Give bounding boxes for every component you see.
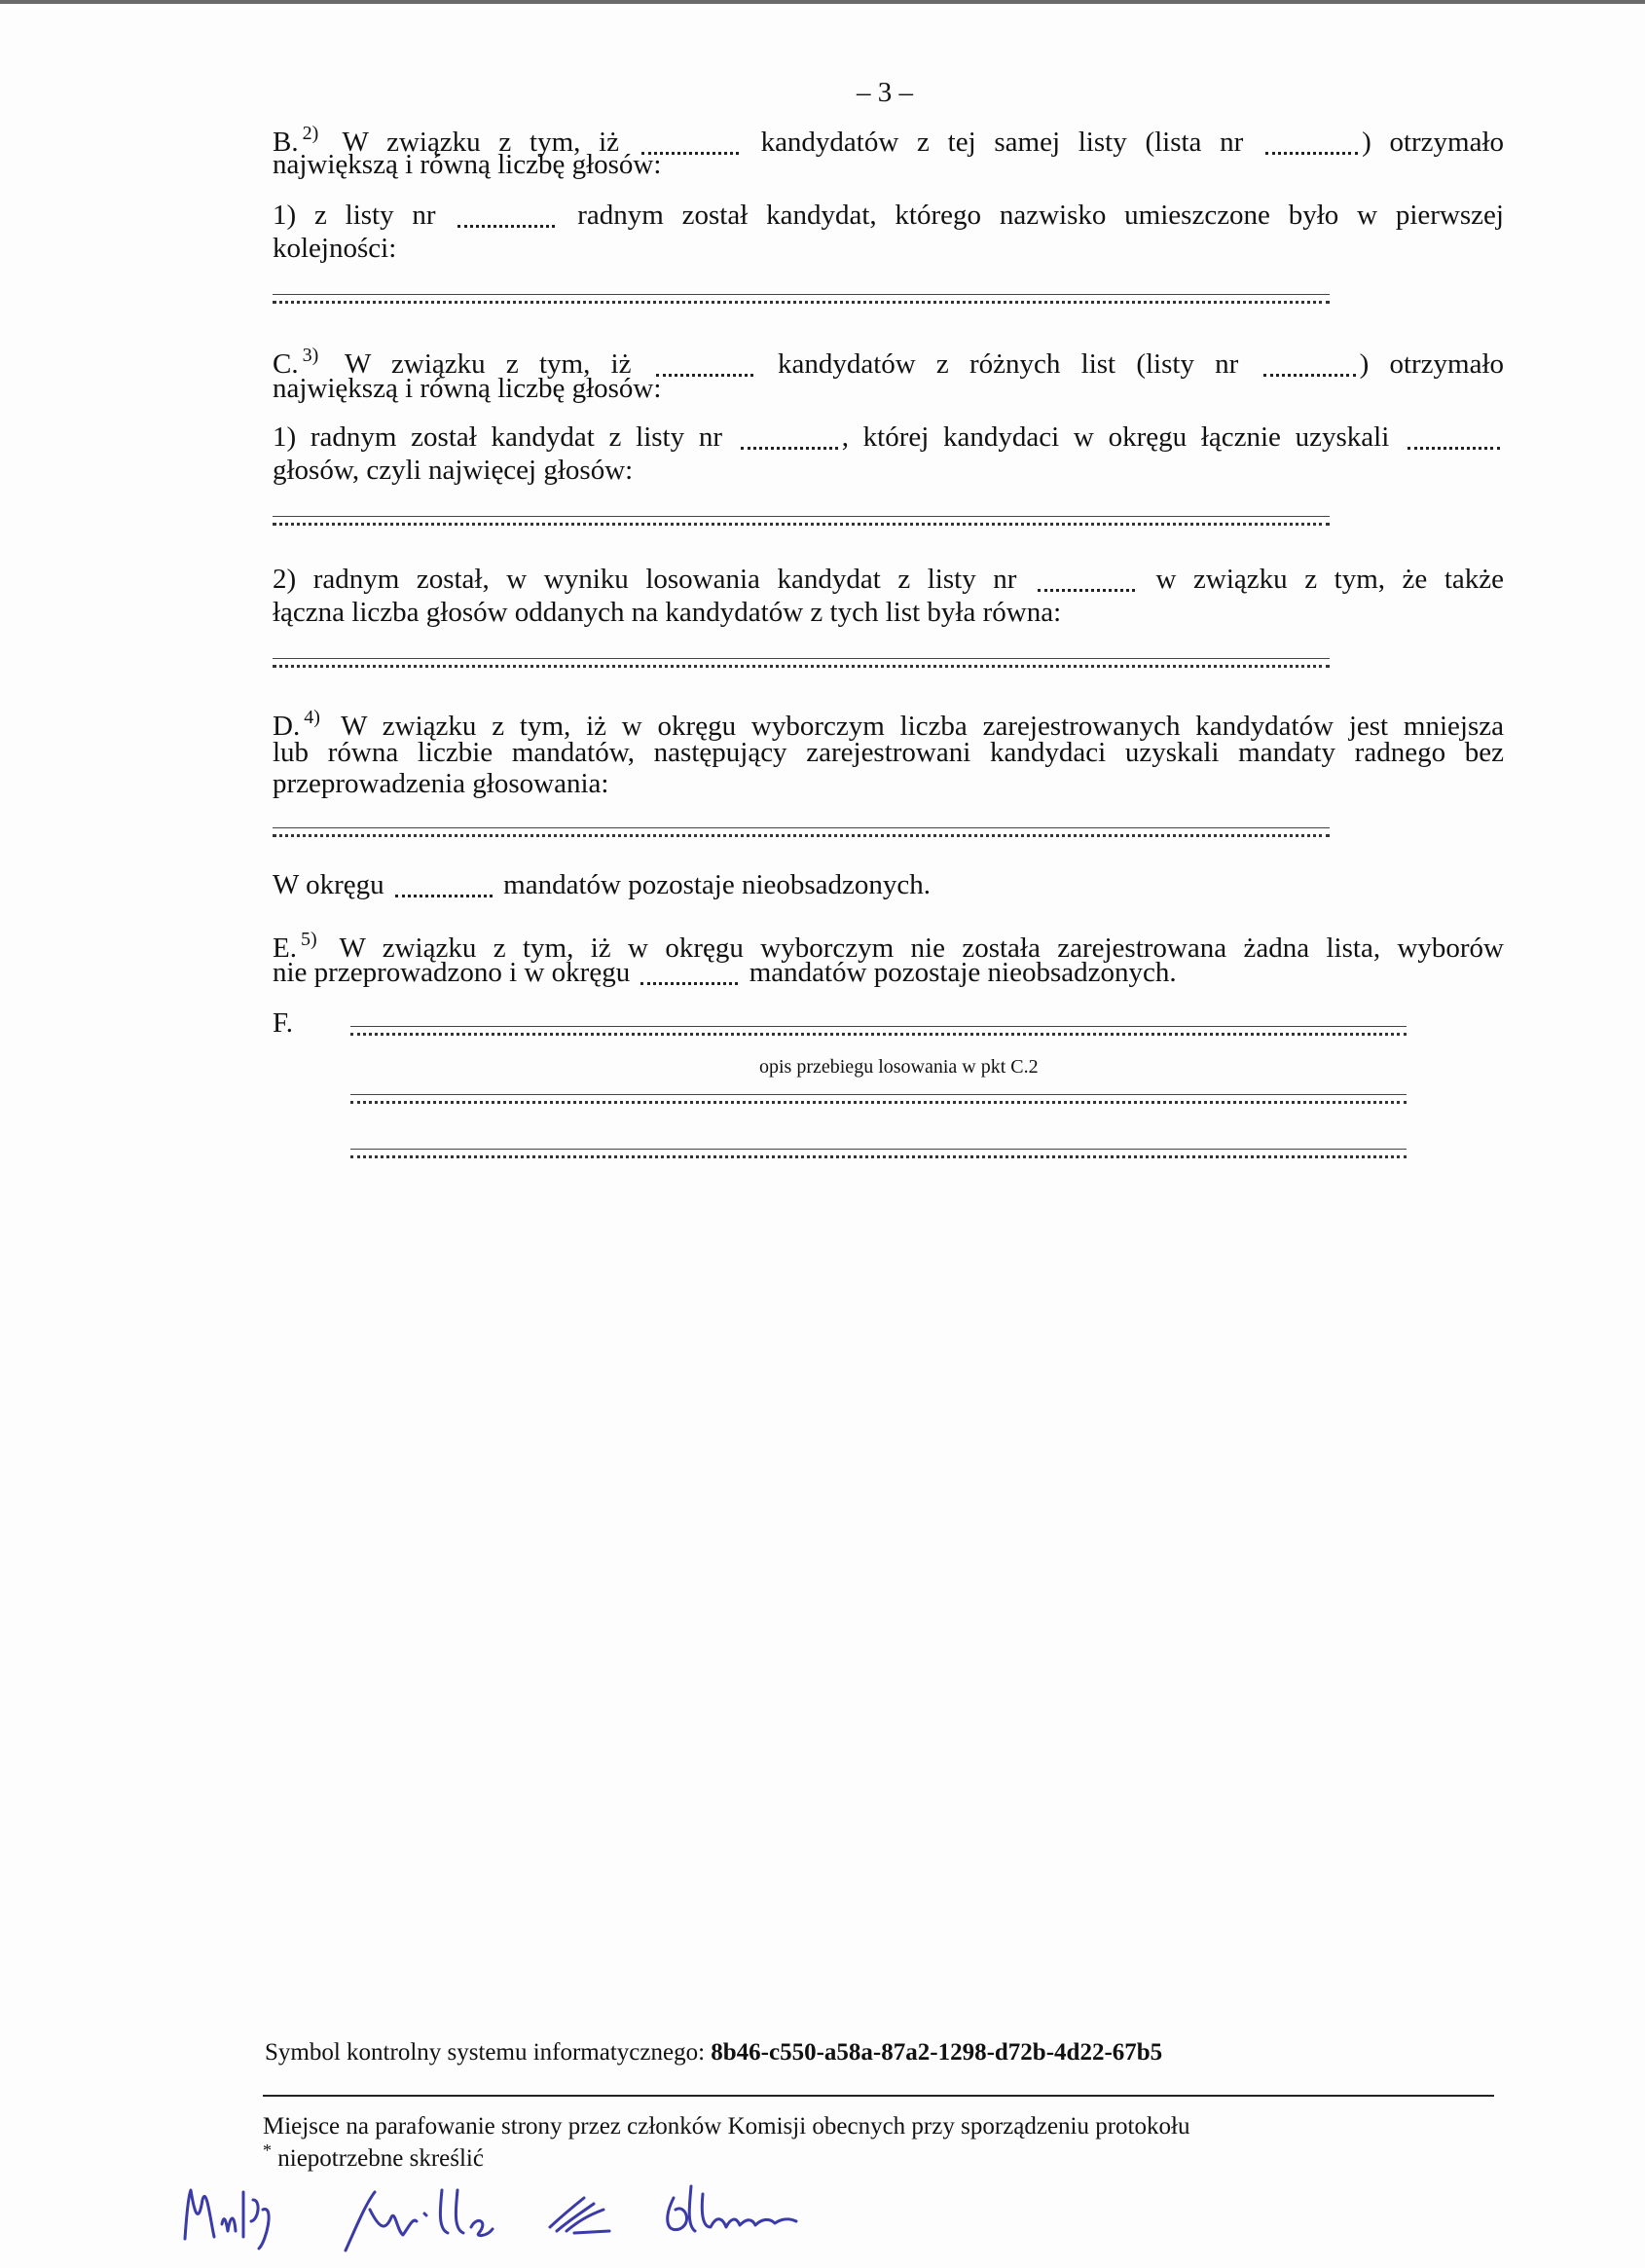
fill-line[interactable]: [350, 1094, 1407, 1104]
footnote-ref: 5): [300, 929, 317, 950]
section-f-caption: opis przebiegu losowania w pkt C.2: [759, 1056, 1039, 1078]
section-b-item-1-cont: kolejności:: [273, 233, 397, 264]
signature-initials: [165, 2171, 847, 2258]
text: ) otrzymało: [1362, 127, 1505, 158]
section-b-letter: B.: [273, 127, 299, 158]
text: nie przeprowadzono i w okręgu: [273, 957, 631, 988]
section-c-line-2: największą i równą liczbę głosów:: [273, 373, 662, 404]
fill-line[interactable]: [273, 827, 1330, 837]
blank-field[interactable]: [395, 892, 493, 897]
footnote-ref: 4): [304, 707, 320, 728]
text: W okręgu: [273, 869, 384, 900]
text: kandydatów z tej samej listy (lista nr: [760, 127, 1244, 158]
scan-top-edge: [0, 0, 1645, 4]
footer-rule: [263, 2095, 1494, 2097]
blank-field[interactable]: [656, 371, 753, 377]
section-c-item-1: [273, 421, 1504, 454]
footer-initials-note: Miejsce na parafowanie strony przez członków Komisji obecnych przy sporządzeniu protokołu: [263, 2113, 1190, 2140]
section-c-item-2-cont: łączna liczba głosów oddanych na kandydatów z tych list była równa:: [273, 597, 1062, 628]
blank-field[interactable]: [1038, 586, 1135, 592]
text: niepotrzebne skreślić: [277, 2145, 484, 2172]
fill-line[interactable]: [273, 516, 1330, 526]
blank-field[interactable]: [457, 222, 555, 228]
fill-line[interactable]: [350, 1149, 1407, 1158]
text: lub równa liczbie mandatów, następujący zarejestrowani kandydaci uzyskali mandaty radnego bez: [273, 737, 1504, 768]
section-d-remaining: [273, 868, 931, 901]
blank-field[interactable]: [1407, 444, 1500, 450]
text: W związku z tym, iż w okręgu wyborczym liczba zarejestrowanych kandydatów jest mniejsza: [341, 711, 1504, 742]
text: w związku z tym, że także: [1155, 564, 1505, 595]
section-d-letter: D.: [273, 711, 301, 742]
blank-field[interactable]: [1265, 149, 1358, 155]
text: radnym został kandydat, którego nazwisko umieszczone było w pierwszej: [577, 200, 1504, 231]
footnote-ref: 3): [302, 345, 319, 366]
text: 2) radnym został, w wyniku losowania kandydat z listy nr: [273, 564, 1017, 595]
section-e-letter: E.: [273, 933, 297, 964]
text: W związku z tym, iż: [342, 127, 620, 158]
blank-field[interactable]: [1263, 371, 1356, 377]
section-d-line-3: przeprowadzenia głosowania:: [273, 768, 609, 799]
section-d-line-2: [273, 736, 1504, 769]
text: kandydatów z różnych list (listy nr: [777, 348, 1239, 380]
fill-line[interactable]: [273, 658, 1330, 668]
footnote-ref: 2): [302, 123, 319, 144]
control-symbol: [265, 2036, 1162, 2069]
blank-field[interactable]: [741, 444, 838, 450]
text: ) otrzymało: [1359, 348, 1505, 380]
section-c-item-1-cont: głosów, czyli najwięcej głosów:: [273, 455, 634, 486]
text: mandatów pozostaje nieobsadzonych.: [749, 957, 1177, 988]
section-b-item-1: [273, 199, 1504, 232]
page-number: – 3 –: [857, 77, 913, 108]
control-label: Symbol kontrolny systemu informatycznego:: [265, 2039, 706, 2066]
fill-line[interactable]: [273, 294, 1330, 304]
section-c-letter: C.: [273, 348, 299, 380]
section-c-item-2: [273, 563, 1504, 596]
text: 1) z listy nr: [273, 200, 436, 231]
footer-strike-note: [263, 2134, 484, 2176]
text: , której kandydaci w okręgu łącznie uzyskali: [841, 421, 1390, 453]
text: mandatów pozostaje nieobsadzonych.: [503, 869, 932, 900]
asterisk: *: [263, 2140, 272, 2160]
section-b-line-2: największą i równą liczbę głosów:: [273, 149, 662, 180]
section-f-letter: F.: [273, 1007, 294, 1039]
control-value: 8b46-c550-a58a-87a2-1298-d72b-4d22-67b5: [711, 2039, 1163, 2066]
text: 1) radnym został kandydat z listy nr: [273, 421, 722, 453]
fill-line[interactable]: [350, 1026, 1407, 1036]
text: W związku z tym, iż: [344, 348, 632, 380]
section-e-line-2: [273, 956, 1177, 989]
text: W związku z tym, iż w okręgu wyborczym nie została zarejestrowana żadna lista, wyborów: [339, 933, 1504, 964]
blank-field[interactable]: [640, 979, 738, 985]
